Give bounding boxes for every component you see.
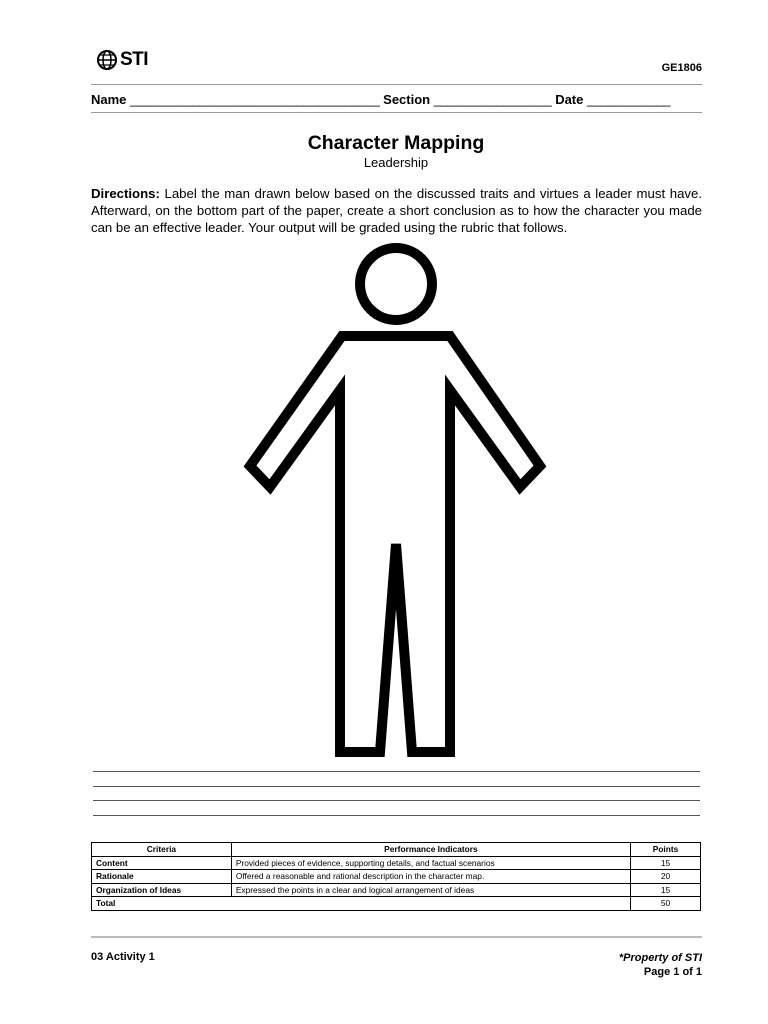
points-cell: 15 xyxy=(631,856,701,870)
section-label: Section xyxy=(383,92,431,107)
activity-label: 03 Activity 1 xyxy=(91,951,155,963)
footer-divider xyxy=(91,936,702,938)
total-points: 50 xyxy=(631,897,701,911)
total-label: Total xyxy=(92,897,631,911)
page-subtitle: Leadership xyxy=(363,155,429,170)
page-title: Character Mapping xyxy=(307,132,485,154)
person-outline-figure xyxy=(240,242,552,758)
name-divider xyxy=(91,112,702,113)
indicator-cell: Expressed the points in a clear and logical arrangement of ideas xyxy=(231,883,630,897)
directions-paragraph xyxy=(91,185,702,236)
criteria-cell: Rationale xyxy=(92,870,232,884)
answer-line[interactable] xyxy=(93,786,700,787)
criteria-cell: Organization of Ideas xyxy=(92,883,232,897)
date-field[interactable]: ____________ xyxy=(587,92,671,107)
logo-text: STI xyxy=(120,49,149,70)
indicator-cell: Offered a reasonable and rational description in the character map. xyxy=(231,870,630,884)
globe-icon xyxy=(96,49,118,71)
sti-logo xyxy=(96,49,148,71)
section-field[interactable]: _________________ xyxy=(433,92,552,107)
criteria-header: Criteria xyxy=(92,843,232,857)
conclusion-lines[interactable] xyxy=(93,771,700,829)
name-field[interactable]: ____________________________________ xyxy=(130,92,380,107)
answer-line[interactable] xyxy=(93,815,700,816)
directions-label: Directions: xyxy=(91,186,160,201)
rubric-table xyxy=(91,842,701,911)
points-header: Points xyxy=(631,843,701,857)
date-label: Date xyxy=(555,92,584,107)
figure-body xyxy=(250,336,540,752)
points-cell: 20 xyxy=(631,870,701,884)
table-row xyxy=(92,856,701,870)
footer-right xyxy=(619,951,702,979)
points-cell: 15 xyxy=(631,883,701,897)
total-row xyxy=(92,897,701,911)
directions-text: Label the man drawn below based on the discussed traits and virtues a leader must have. Afterward, on the bottom part of the paper, create a short conclusion as to how the character you made can be an effective leader. Your output will be graded using the rubric that follows. xyxy=(91,186,702,235)
figure-head xyxy=(360,248,432,320)
course-code: GE1806 xyxy=(661,62,702,74)
answer-line[interactable] xyxy=(93,800,700,801)
rubric-header-row xyxy=(92,843,701,857)
table-row xyxy=(92,870,701,884)
table-row xyxy=(92,883,701,897)
property-notice: *Property of STI xyxy=(618,952,702,964)
name-label: Name xyxy=(91,92,127,107)
indicators-header: Performance Indicators xyxy=(231,843,630,857)
indicator-cell: Provided pieces of evidence, supporting details, and factual scenarios xyxy=(231,856,630,870)
page-number: Page 1 of 1 xyxy=(643,966,702,978)
answer-line[interactable] xyxy=(93,771,700,772)
student-info-row xyxy=(91,92,711,107)
header-divider xyxy=(91,84,702,85)
criteria-cell: Content xyxy=(92,856,232,870)
